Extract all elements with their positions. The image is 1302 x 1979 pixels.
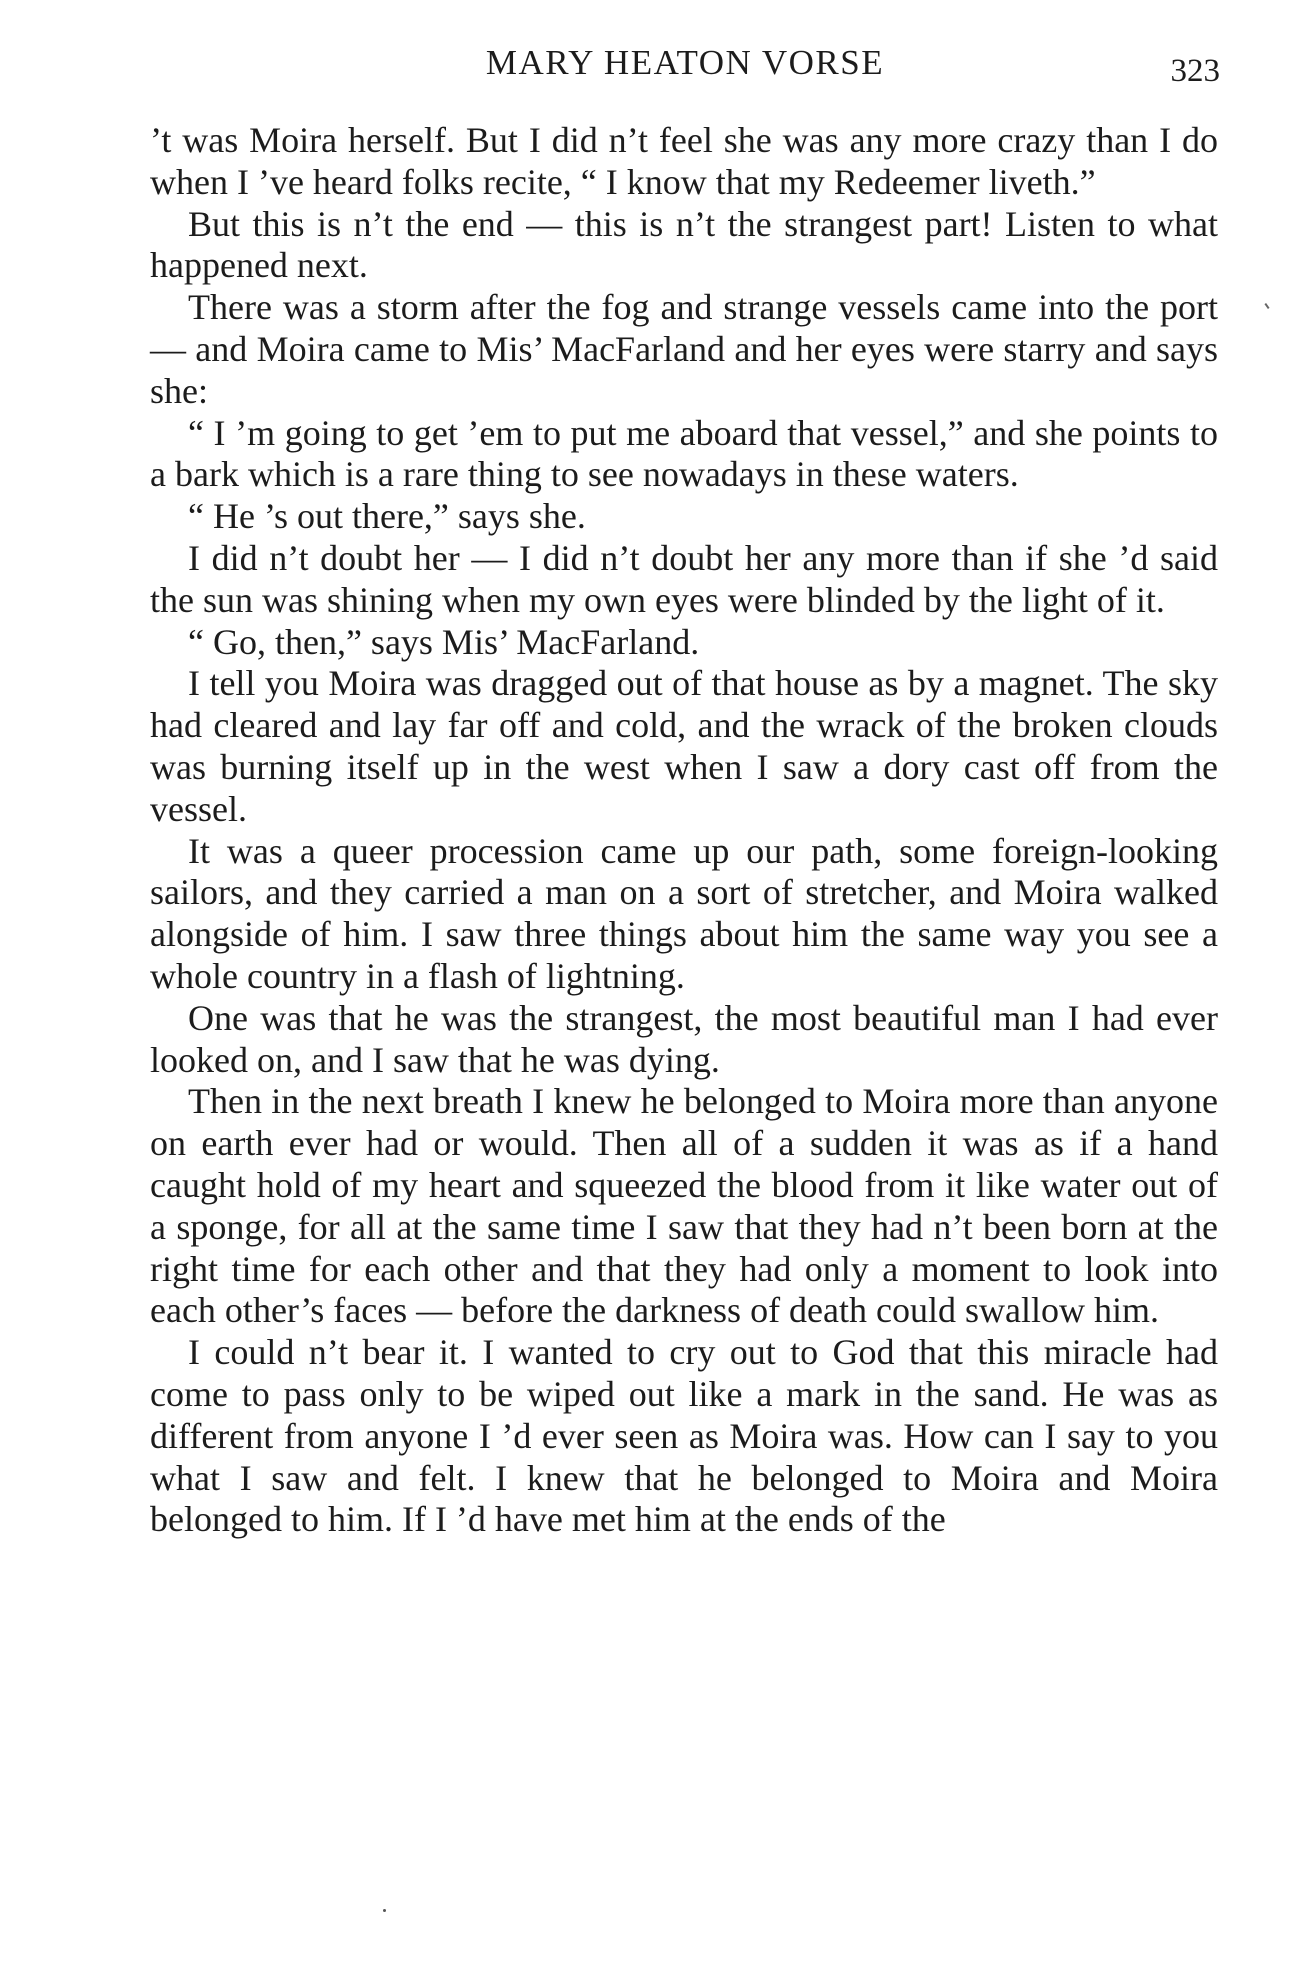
- paragraph: Then in the next breath I knew he belonged to Moira more than anyone on earth ever had or would. Then all of a sudden it was as if a hand caught hold of my heart and squeezed the blood from it like water out of a sponge, for all at the same time I saw that they had n’t been born at the right time for each other and that they had only a moment to look into each other’s faces — before the darkness of death could swallow him.: [150, 1081, 1218, 1331]
- print-mark: [1264, 303, 1269, 309]
- paragraph: “ Go, then,” says Mis’ MacFarland.: [188, 621, 700, 662]
- body-text: [150, 120, 1218, 1541]
- paragraph: I tell you Moira was dragged out of that house as by a magnet. The sky had cleared and lay far off and cold, and the wrack of the broken clouds was burning itself up in the west when I saw a dory cast off from the vessel.: [150, 663, 1218, 829]
- paragraph: “ I ’m going to get ’em to put me aboard that vessel,” and she points to a bark which is a rare thing to see nowadays in these waters.: [150, 412, 1218, 495]
- print-speck: [383, 1909, 386, 1912]
- running-head: [150, 38, 1220, 88]
- paragraph: It was a queer procession came up our path, some foreign-looking sailors, and they carried a man on a sort of stretcher, and Moira walked alongside of him. I saw three things about him the same way you see a whole country in a flash of lightning.: [150, 830, 1218, 996]
- paragraph: ’t was Moira herself. But I did n’t feel she was any more crazy than I do when I ’ve heard folks recite, “ I know that my Redeemer liveth.”: [150, 120, 1218, 202]
- paragraph: “ He ’s out there,” says she.: [188, 496, 586, 537]
- paragraph: I could n’t bear it. I wanted to cry out to God that this miracle had come to pass only to be wiped out like a mark in the sand. He was as different from anyone I ’d ever seen as Moira was. How can I say to you what I saw and felt. I knew that he belonged to Moira and Moira belonged to him. If I ’d have met him at the ends of the: [150, 1332, 1218, 1540]
- paragraph: But this is n’t the end — this is n’t the strangest part! Listen to what happened next.: [150, 203, 1218, 286]
- paragraph: I did n’t doubt her — I did n’t doubt her any more than if she ’d said the sun was shining when my own eyes were blinded by the light of it.: [150, 537, 1218, 620]
- paragraph: One was that he was the strangest, the most beautiful man I had ever looked on, and I saw that he was dying.: [150, 997, 1218, 1080]
- paragraph: There was a storm after the fog and strange vessels came into the port — and Moira came to Mis’ MacFarland and her eyes were starry and says she:: [150, 287, 1218, 411]
- running-title: MARY HEATON VORSE: [485, 43, 885, 82]
- page-number: 323: [1170, 53, 1220, 89]
